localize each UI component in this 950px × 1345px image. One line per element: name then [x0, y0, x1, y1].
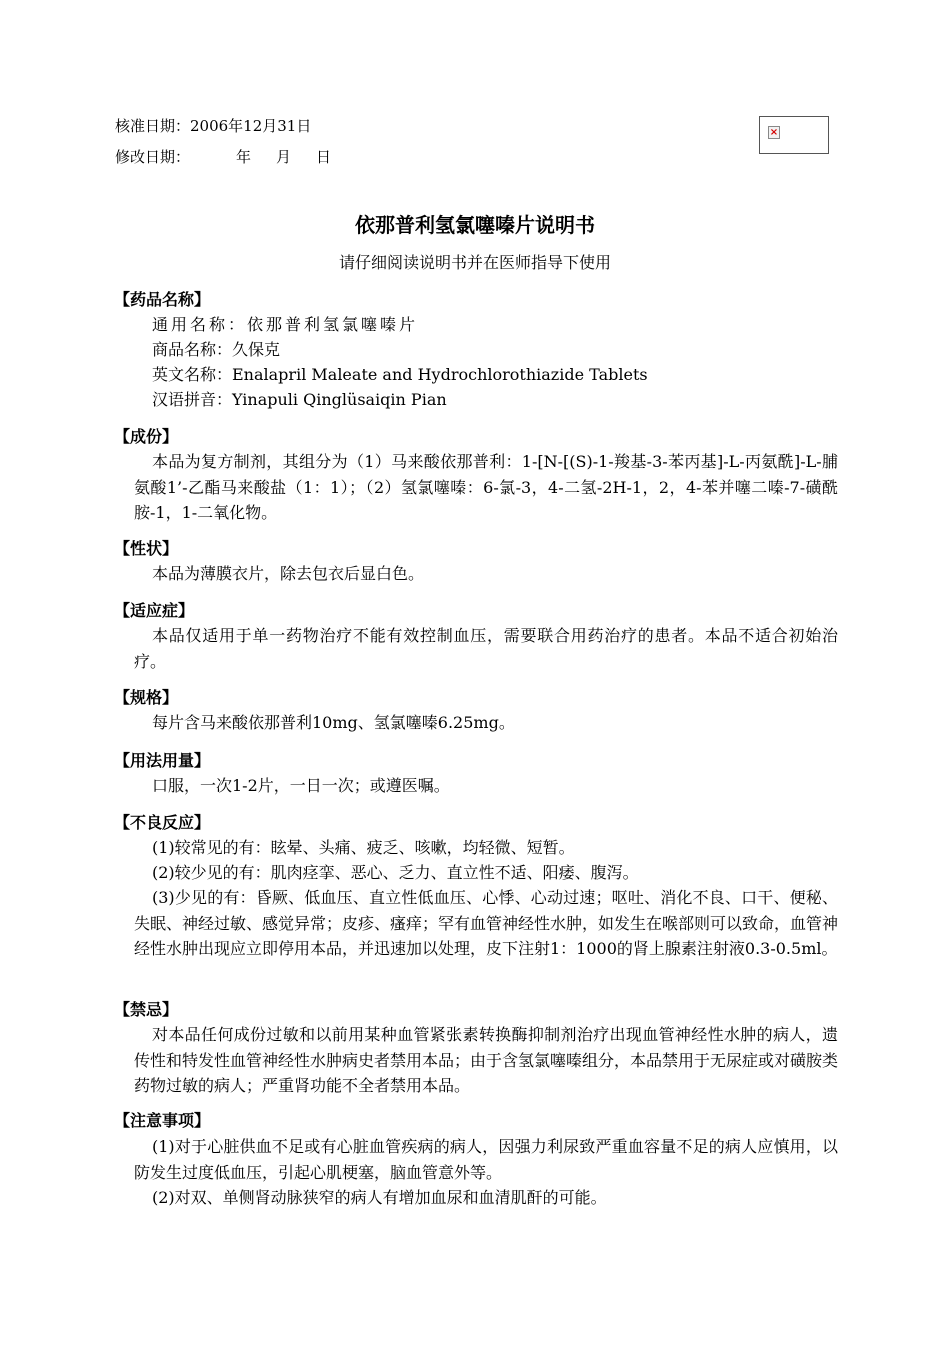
- adverse-item-1: (1)较常见的有：眩晕、头痛、疲乏、咳嗽，均轻微、短暂。: [152, 838, 575, 857]
- broken-image-icon: ×: [769, 127, 779, 138]
- revision-date: [115, 147, 331, 167]
- description-text: 本品为薄膜衣片，除去包衣后显白色。: [152, 564, 425, 583]
- english-name: 英文名称：Enalapril Maleate and Hydrochlorothiazide Tablets: [152, 365, 648, 384]
- heading-specification: 【规格】: [114, 688, 179, 707]
- indications-text: 本品仅适用于单一药物治疗不能有效控制血压，需要联合用药治疗的患者。本品不适合初始治疗。: [134, 626, 838, 671]
- document-title: 依那普利氢氯噻嗪片说明书: [355, 213, 595, 237]
- adverse-item-3: (3)少见的有：昏厥、低血压、直立性低血压、心悸、心动过速；呕吐、消化不良、口干、便秘、失眠、神经过敏、感觉异常；皮疹、瘙痒；罕有血管神经性水肿，如发生在喉部则可以致命，血管神经性水肿出现应立即停用本品，并迅速加以处理，皮下注射1：1000的肾上腺素注射液0.3-0.5ml。: [134, 888, 839, 958]
- revision-month: 月: [276, 148, 292, 166]
- revision-day: 日: [316, 148, 332, 166]
- heading-adverse-reactions: 【不良反应】: [114, 813, 211, 832]
- precautions-item-2: (2)对双、单侧肾动脉狭窄的病人有增加血尿和血清肌酐的可能。: [152, 1188, 607, 1207]
- precautions-item-1: (1)对于心脏供血不足或有心脏血管疾病的病人，因强力利尿致严重血容量不足的病人应慎用，以防发生过度低血压，引起心肌梗塞，脑血管意外等。: [134, 1137, 838, 1182]
- heading-indications: 【适应症】: [114, 601, 195, 620]
- document-subtitle: 请仔细阅读说明书并在医师指导下使用: [338, 253, 611, 272]
- revision-date-label: 修改日期：: [115, 148, 191, 166]
- composition-text: 本品为复方制剂，其组分为（1）马来酸依那普利：1-[N-[(S)-1-羧基-3-苯丙基]-L-丙氨酰]-L-脯氨酸1’-乙酯马来酸盐（1：1）；（2）氢氯噻嗪：6-氯-3，4-二氢-2H-1，2，4-苯并噻二嗪-7-磺酰胺-1，1-二氧化物。: [134, 452, 838, 522]
- heading-composition: 【成份】: [114, 427, 179, 446]
- adverse-item-2: (2)较少见的有：肌肉痉挛、恶心、乏力、直立性不适、阳痿、腹泻。: [152, 863, 639, 882]
- contraindications-text: 对本品任何成份过敏和以前用某种血管紧张素转换酶抑制剂治疗出现血管神经性水肿的病人，遗传性和特发性血管神经性水肿病史者禁用本品；由于含氢氯噻嗪组分，本品禁用于无尿症或对磺胺类药物过敏的病人；严重肾功能不全者禁用本品。: [134, 1025, 839, 1095]
- logo-frame: [759, 116, 829, 154]
- dosage-text: 口服，一次1-2片，一日一次；或遵医嘱。: [152, 776, 450, 795]
- revision-year: 年: [236, 148, 252, 166]
- generic-name: 通用名称：依那普利氢氯噻嗪片: [152, 315, 419, 334]
- heading-contraindications: 【禁忌】: [114, 1000, 179, 1019]
- heading-dosage: 【用法用量】: [114, 751, 211, 770]
- brand-name: 商品名称：久保克: [152, 340, 281, 359]
- heading-description: 【性状】: [114, 539, 179, 558]
- pinyin-name: 汉语拼音：Yinapuli Qinglüsaiqin Pian: [152, 390, 447, 409]
- heading-precautions: 【注意事项】: [114, 1111, 211, 1130]
- heading-drug-name: 【药品名称】: [114, 290, 211, 309]
- specification-text: 每片含马来酸依那普利10mg、氢氯噻嗪6.25mg。: [152, 713, 515, 732]
- approval-date: 核准日期：2006年12月31日: [115, 117, 312, 135]
